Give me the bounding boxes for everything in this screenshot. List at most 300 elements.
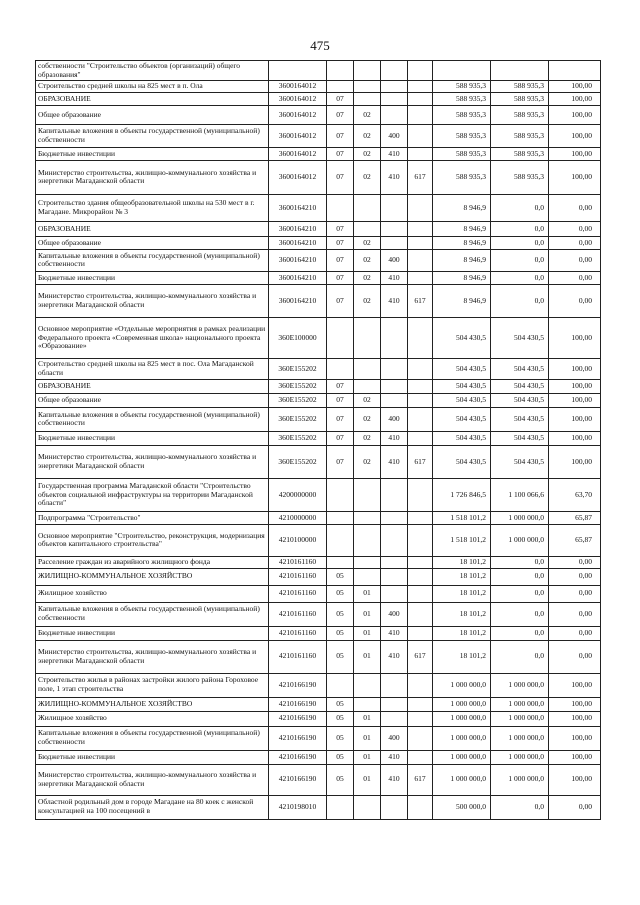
row-executed-cell: 588 935,3 xyxy=(491,124,549,147)
row-expense-type-cell: 400 xyxy=(381,249,408,271)
row-ministry-cell xyxy=(408,236,433,249)
row-total-cell: 1 000 000,0 xyxy=(433,697,491,711)
row-name-cell: Бюджетные инвестиции xyxy=(36,431,269,445)
row-subsection-cell xyxy=(354,358,381,379)
table-row xyxy=(36,160,601,194)
row-percent-cell: 100,00 xyxy=(549,431,601,445)
row-code-cell: 4210166190 xyxy=(269,726,327,750)
row-ministry-cell xyxy=(408,61,433,81)
row-name-cell: собственности "Строительство объектов (организаций) общего образования" xyxy=(36,61,269,81)
row-expense-type-cell xyxy=(381,358,408,379)
row-expense-type-cell xyxy=(381,478,408,511)
row-ministry-cell xyxy=(408,511,433,524)
table-row xyxy=(36,673,601,697)
row-percent-cell: 0,00 xyxy=(549,556,601,568)
row-ministry-cell xyxy=(408,673,433,697)
row-percent-cell: 63,70 xyxy=(549,478,601,511)
row-percent-cell: 100,00 xyxy=(549,124,601,147)
row-ministry-cell xyxy=(408,750,433,764)
row-subsection-cell: 02 xyxy=(354,284,381,317)
row-section-cell: 05 xyxy=(327,626,354,640)
row-section-cell xyxy=(327,673,354,697)
row-executed-cell: 0,0 xyxy=(491,271,549,284)
table-row xyxy=(36,640,601,673)
row-name-cell: Капитальные вложения в объекты государственной (муниципальной) собственности xyxy=(36,407,269,431)
row-subsection-cell: 02 xyxy=(354,393,381,407)
row-ministry-cell xyxy=(408,602,433,626)
row-section-cell: 07 xyxy=(327,379,354,393)
row-total-cell: 504 430,5 xyxy=(433,358,491,379)
row-executed-cell: 504 430,5 xyxy=(491,393,549,407)
row-subsection-cell: 01 xyxy=(354,585,381,602)
row-section-cell xyxy=(327,556,354,568)
row-executed-cell: 0,0 xyxy=(491,249,549,271)
row-expense-type-cell: 410 xyxy=(381,284,408,317)
row-name-cell: Министерство строительства, жилищно-коммунального хозяйства и энергетики Магаданской области xyxy=(36,445,269,478)
row-subsection-cell: 02 xyxy=(354,271,381,284)
row-percent-cell: 100,00 xyxy=(549,673,601,697)
row-total-cell: 18 101,2 xyxy=(433,585,491,602)
row-ministry-cell xyxy=(408,249,433,271)
row-percent-cell: 100,00 xyxy=(549,379,601,393)
row-executed-cell: 1 000 000,0 xyxy=(491,673,549,697)
row-section-cell: 05 xyxy=(327,640,354,673)
row-total-cell: 18 101,2 xyxy=(433,602,491,626)
row-percent-cell: 0,00 xyxy=(549,271,601,284)
row-name-cell: ЖИЛИЩНО-КОММУНАЛЬНОЕ ХОЗЯЙСТВО xyxy=(36,697,269,711)
row-section-cell: 05 xyxy=(327,726,354,750)
row-ministry-cell xyxy=(408,271,433,284)
row-executed-cell: 504 430,5 xyxy=(491,358,549,379)
row-subsection-cell: 01 xyxy=(354,602,381,626)
table-row xyxy=(36,81,601,93)
row-percent-cell: 100,00 xyxy=(549,711,601,726)
budget-table-body xyxy=(36,61,601,820)
row-total-cell: 8 946,9 xyxy=(433,221,491,236)
table-row xyxy=(36,511,601,524)
row-executed-cell: 1 000 000,0 xyxy=(491,764,549,795)
row-section-cell: 05 xyxy=(327,750,354,764)
row-code-cell: 4200000000 xyxy=(269,478,327,511)
row-section-cell: 07 xyxy=(327,407,354,431)
table-row xyxy=(36,726,601,750)
row-code-cell: 360E155202 xyxy=(269,431,327,445)
row-ministry-cell xyxy=(408,431,433,445)
page-number: 475 xyxy=(310,38,330,53)
table-row xyxy=(36,221,601,236)
row-name-cell: Капитальные вложения в объекты государственной (муниципальной) собственности xyxy=(36,124,269,147)
row-total-cell: 1 726 846,5 xyxy=(433,478,491,511)
row-executed-cell: 1 100 066,6 xyxy=(491,478,549,511)
row-code-cell: 3600164210 xyxy=(269,271,327,284)
row-total-cell: 1 518 101,2 xyxy=(433,511,491,524)
table-row xyxy=(36,393,601,407)
row-code-cell: 4210166190 xyxy=(269,673,327,697)
row-section-cell: 07 xyxy=(327,92,354,105)
row-percent-cell: 0,00 xyxy=(549,795,601,819)
row-percent-cell: 100,00 xyxy=(549,750,601,764)
row-section-cell xyxy=(327,511,354,524)
table-row xyxy=(36,795,601,819)
row-ministry-cell xyxy=(408,147,433,160)
row-section-cell xyxy=(327,61,354,81)
row-expense-type-cell xyxy=(381,524,408,556)
row-expense-type-cell: 400 xyxy=(381,124,408,147)
row-percent-cell: 0,00 xyxy=(549,640,601,673)
row-total-cell: 1 000 000,0 xyxy=(433,764,491,795)
row-total-cell: 8 946,9 xyxy=(433,236,491,249)
row-ministry-cell xyxy=(408,697,433,711)
row-executed-cell: 504 430,5 xyxy=(491,407,549,431)
row-name-cell: Министерство строительства, жилищно-коммунального хозяйства и энергетики Магаданской области xyxy=(36,640,269,673)
row-name-cell: Государственная программа Магаданской области "Строительство объектов социальной инфраструктуры на территории Магаданской области" xyxy=(36,478,269,511)
row-name-cell: Строительство жилья в районах застройки жилого района Гороховое поле, 1 этап строительства xyxy=(36,673,269,697)
row-percent-cell: 65,87 xyxy=(549,511,601,524)
row-section-cell: 07 xyxy=(327,160,354,194)
table-row xyxy=(36,445,601,478)
row-section-cell: 07 xyxy=(327,105,354,124)
row-percent-cell: 0,00 xyxy=(549,626,601,640)
row-total-cell: 18 101,2 xyxy=(433,640,491,673)
table-row xyxy=(36,697,601,711)
row-section-cell: 07 xyxy=(327,236,354,249)
row-percent-cell: 100,00 xyxy=(549,160,601,194)
table-row xyxy=(36,585,601,602)
row-ministry-cell: 617 xyxy=(408,160,433,194)
row-percent-cell: 100,00 xyxy=(549,105,601,124)
row-name-cell: ЖИЛИЩНО-КОММУНАЛЬНОЕ ХОЗЯЙСТВО xyxy=(36,568,269,585)
row-name-cell: Капитальные вложения в объекты государственной (муниципальной) собственности xyxy=(36,726,269,750)
row-section-cell: 05 xyxy=(327,697,354,711)
table-row xyxy=(36,524,601,556)
row-executed-cell: 1 000 000,0 xyxy=(491,511,549,524)
row-subsection-cell xyxy=(354,697,381,711)
row-expense-type-cell: 410 xyxy=(381,750,408,764)
row-expense-type-cell xyxy=(381,568,408,585)
table-row xyxy=(36,750,601,764)
row-section-cell: 07 xyxy=(327,431,354,445)
row-subsection-cell: 01 xyxy=(354,640,381,673)
row-code-cell: 4210161160 xyxy=(269,568,327,585)
row-code-cell: 3600164210 xyxy=(269,249,327,271)
row-section-cell xyxy=(327,795,354,819)
row-name-cell: Министерство строительства, жилищно-коммунального хозяйства и энергетики Магаданской области xyxy=(36,764,269,795)
row-executed-cell: 0,0 xyxy=(491,568,549,585)
row-subsection-cell xyxy=(354,61,381,81)
row-subsection-cell xyxy=(354,478,381,511)
table-row xyxy=(36,194,601,221)
row-code-cell: 3600164012 xyxy=(269,81,327,93)
row-name-cell: Общее образование xyxy=(36,393,269,407)
row-ministry-cell xyxy=(408,124,433,147)
row-name-cell: Бюджетные инвестиции xyxy=(36,147,269,160)
row-percent-cell: 100,00 xyxy=(549,407,601,431)
table-row xyxy=(36,407,601,431)
row-expense-type-cell xyxy=(381,92,408,105)
row-total-cell: 504 430,5 xyxy=(433,393,491,407)
table-row xyxy=(36,556,601,568)
table-row xyxy=(36,711,601,726)
row-expense-type-cell: 410 xyxy=(381,431,408,445)
row-subsection-cell: 02 xyxy=(354,445,381,478)
row-name-cell: Жилищное хозяйство xyxy=(36,711,269,726)
table-row xyxy=(36,61,601,81)
row-executed-cell: 0,0 xyxy=(491,640,549,673)
row-name-cell: Строительство здания общеобразовательной школы на 530 мест в г. Магадане. Микрорайон № 3 xyxy=(36,194,269,221)
row-subsection-cell xyxy=(354,92,381,105)
table-row xyxy=(36,626,601,640)
row-executed-cell: 1 000 000,0 xyxy=(491,750,549,764)
row-percent-cell: 0,00 xyxy=(549,221,601,236)
row-ministry-cell xyxy=(408,407,433,431)
row-total-cell: 1 518 101,2 xyxy=(433,524,491,556)
row-section-cell: 05 xyxy=(327,711,354,726)
table-row xyxy=(36,431,601,445)
row-total-cell: 18 101,2 xyxy=(433,556,491,568)
budget-table xyxy=(35,60,601,820)
row-expense-type-cell: 410 xyxy=(381,764,408,795)
row-code-cell: 3600164210 xyxy=(269,221,327,236)
row-subsection-cell xyxy=(354,524,381,556)
row-percent-cell: 65,87 xyxy=(549,524,601,556)
row-section-cell: 07 xyxy=(327,221,354,236)
row-ministry-cell xyxy=(408,81,433,93)
row-executed-cell: 1 000 000,0 xyxy=(491,697,549,711)
row-ministry-cell xyxy=(408,194,433,221)
row-code-cell: 4210166190 xyxy=(269,750,327,764)
row-expense-type-cell xyxy=(381,556,408,568)
row-code-cell: 4210166190 xyxy=(269,764,327,795)
row-code-cell xyxy=(269,61,327,81)
row-executed-cell: 0,0 xyxy=(491,194,549,221)
row-name-cell: Строительство средней школы на 825 мест в п. Ола xyxy=(36,81,269,93)
row-code-cell: 360E155202 xyxy=(269,379,327,393)
row-total-cell xyxy=(433,61,491,81)
row-code-cell: 4210166190 xyxy=(269,697,327,711)
row-subsection-cell xyxy=(354,511,381,524)
row-percent-cell: 100,00 xyxy=(549,92,601,105)
row-expense-type-cell: 410 xyxy=(381,640,408,673)
row-section-cell: 07 xyxy=(327,249,354,271)
row-expense-type-cell xyxy=(381,585,408,602)
row-percent-cell: 0,00 xyxy=(549,585,601,602)
table-row xyxy=(36,568,601,585)
row-subsection-cell: 02 xyxy=(354,124,381,147)
row-code-cell: 4210161160 xyxy=(269,626,327,640)
row-name-cell: Министерство строительства, жилищно-коммунального хозяйства и энергетики Магаданской области xyxy=(36,284,269,317)
row-subsection-cell: 01 xyxy=(354,764,381,795)
row-code-cell: 360E155202 xyxy=(269,407,327,431)
row-expense-type-cell: 410 xyxy=(381,626,408,640)
row-percent-cell: 0,00 xyxy=(549,568,601,585)
row-section-cell xyxy=(327,478,354,511)
row-percent-cell: 100,00 xyxy=(549,393,601,407)
row-expense-type-cell: 410 xyxy=(381,445,408,478)
row-name-cell: Областной родильный дом в городе Магадане на 80 коек с женской консультацией на 100 посещений в xyxy=(36,795,269,819)
row-code-cell: 360E100000 xyxy=(269,317,327,358)
row-ministry-cell xyxy=(408,726,433,750)
row-subsection-cell: 01 xyxy=(354,726,381,750)
row-section-cell: 05 xyxy=(327,568,354,585)
row-section-cell: 05 xyxy=(327,602,354,626)
row-section-cell: 07 xyxy=(327,124,354,147)
table-row xyxy=(36,147,601,160)
row-name-cell: Подпрограмма "Строительство" xyxy=(36,511,269,524)
row-ministry-cell xyxy=(408,221,433,236)
row-total-cell: 588 935,3 xyxy=(433,81,491,93)
row-subsection-cell xyxy=(354,795,381,819)
table-row xyxy=(36,379,601,393)
row-percent-cell: 100,00 xyxy=(549,358,601,379)
row-subsection-cell: 01 xyxy=(354,711,381,726)
row-ministry-cell: 617 xyxy=(408,445,433,478)
row-section-cell xyxy=(327,81,354,93)
row-name-cell: Министерство строительства, жилищно-коммунального хозяйства и энергетики Магаданской области xyxy=(36,160,269,194)
table-row xyxy=(36,317,601,358)
row-subsection-cell xyxy=(354,221,381,236)
table-row xyxy=(36,271,601,284)
row-name-cell: Бюджетные инвестиции xyxy=(36,626,269,640)
row-subsection-cell xyxy=(354,379,381,393)
row-expense-type-cell xyxy=(381,236,408,249)
row-ministry-cell xyxy=(408,585,433,602)
row-executed-cell: 0,0 xyxy=(491,556,549,568)
row-subsection-cell xyxy=(354,317,381,358)
row-subsection-cell: 02 xyxy=(354,160,381,194)
row-percent-cell: 100,00 xyxy=(549,317,601,358)
row-total-cell: 588 935,3 xyxy=(433,92,491,105)
row-executed-cell: 504 430,5 xyxy=(491,379,549,393)
row-ministry-cell: 617 xyxy=(408,284,433,317)
row-code-cell: 4210161160 xyxy=(269,602,327,626)
row-ministry-cell xyxy=(408,568,433,585)
table-row xyxy=(36,92,601,105)
row-percent-cell: 0,00 xyxy=(549,602,601,626)
row-subsection-cell: 02 xyxy=(354,249,381,271)
row-percent-cell: 100,00 xyxy=(549,697,601,711)
row-code-cell: 4210161160 xyxy=(269,585,327,602)
row-executed-cell: 504 430,5 xyxy=(491,445,549,478)
row-ministry-cell xyxy=(408,393,433,407)
row-total-cell: 8 946,9 xyxy=(433,194,491,221)
row-executed-cell: 0,0 xyxy=(491,284,549,317)
row-name-cell: ОБРАЗОВАНИЕ xyxy=(36,221,269,236)
table-row xyxy=(36,249,601,271)
row-subsection-cell xyxy=(354,568,381,585)
row-executed-cell: 1 000 000,0 xyxy=(491,524,549,556)
row-executed-cell: 504 430,5 xyxy=(491,431,549,445)
row-expense-type-cell: 400 xyxy=(381,602,408,626)
row-code-cell: 4210166190 xyxy=(269,711,327,726)
row-name-cell: Расселение граждан из аварийного жилищного фонда xyxy=(36,556,269,568)
row-section-cell: 07 xyxy=(327,393,354,407)
row-expense-type-cell xyxy=(381,81,408,93)
row-executed-cell: 1 000 000,0 xyxy=(491,726,549,750)
row-section-cell: 07 xyxy=(327,284,354,317)
row-total-cell: 588 935,3 xyxy=(433,124,491,147)
row-code-cell: 3600164012 xyxy=(269,147,327,160)
row-code-cell: 360E155202 xyxy=(269,393,327,407)
row-code-cell: 3600164210 xyxy=(269,194,327,221)
row-section-cell: 05 xyxy=(327,764,354,795)
row-executed-cell: 1 000 000,0 xyxy=(491,711,549,726)
row-ministry-cell xyxy=(408,524,433,556)
row-expense-type-cell xyxy=(381,317,408,358)
row-expense-type-cell xyxy=(381,697,408,711)
table-row xyxy=(36,236,601,249)
row-total-cell: 1 000 000,0 xyxy=(433,673,491,697)
row-code-cell: 3600164012 xyxy=(269,124,327,147)
row-expense-type-cell xyxy=(381,221,408,236)
row-ministry-cell xyxy=(408,105,433,124)
row-percent-cell: 100,00 xyxy=(549,147,601,160)
row-code-cell: 3600164210 xyxy=(269,284,327,317)
row-ministry-cell xyxy=(408,92,433,105)
row-total-cell: 8 946,9 xyxy=(433,249,491,271)
row-ministry-cell xyxy=(408,478,433,511)
row-total-cell: 1 000 000,0 xyxy=(433,750,491,764)
row-percent-cell: 0,00 xyxy=(549,236,601,249)
row-expense-type-cell: 410 xyxy=(381,147,408,160)
row-expense-type-cell xyxy=(381,795,408,819)
row-ministry-cell: 617 xyxy=(408,764,433,795)
row-executed-cell: 588 935,3 xyxy=(491,105,549,124)
row-section-cell: 05 xyxy=(327,585,354,602)
row-subsection-cell: 02 xyxy=(354,236,381,249)
row-executed-cell: 0,0 xyxy=(491,585,549,602)
row-expense-type-cell: 410 xyxy=(381,271,408,284)
row-subsection-cell xyxy=(354,81,381,93)
row-subsection-cell: 02 xyxy=(354,431,381,445)
row-executed-cell xyxy=(491,61,549,81)
row-percent-cell: 100,00 xyxy=(549,764,601,795)
row-total-cell: 8 946,9 xyxy=(433,271,491,284)
row-percent-cell: 100,00 xyxy=(549,726,601,750)
row-ministry-cell xyxy=(408,626,433,640)
row-section-cell: 07 xyxy=(327,147,354,160)
row-total-cell: 504 430,5 xyxy=(433,379,491,393)
row-total-cell: 1 000 000,0 xyxy=(433,711,491,726)
row-total-cell: 504 430,5 xyxy=(433,317,491,358)
row-subsection-cell: 01 xyxy=(354,750,381,764)
table-row xyxy=(36,124,601,147)
row-total-cell: 588 935,3 xyxy=(433,147,491,160)
table-row xyxy=(36,358,601,379)
row-section-cell xyxy=(327,194,354,221)
row-percent-cell: 0,00 xyxy=(549,194,601,221)
row-total-cell: 504 430,5 xyxy=(433,431,491,445)
row-section-cell: 07 xyxy=(327,271,354,284)
row-code-cell: 4210000000 xyxy=(269,511,327,524)
row-ministry-cell xyxy=(408,711,433,726)
row-expense-type-cell xyxy=(381,379,408,393)
row-executed-cell: 0,0 xyxy=(491,795,549,819)
row-name-cell: Общее образование xyxy=(36,236,269,249)
row-percent-cell: 0,00 xyxy=(549,249,601,271)
row-code-cell: 4210100000 xyxy=(269,524,327,556)
row-percent-cell: 0,00 xyxy=(549,284,601,317)
row-percent-cell: 100,00 xyxy=(549,445,601,478)
row-expense-type-cell xyxy=(381,511,408,524)
row-total-cell: 500 000,0 xyxy=(433,795,491,819)
row-subsection-cell xyxy=(354,673,381,697)
row-code-cell: 360E155202 xyxy=(269,445,327,478)
row-name-cell: Капитальные вложения в объекты государственной (муниципальной) собственности xyxy=(36,249,269,271)
row-executed-cell: 0,0 xyxy=(491,236,549,249)
row-total-cell: 8 946,9 xyxy=(433,284,491,317)
row-name-cell: Бюджетные инвестиции xyxy=(36,750,269,764)
row-name-cell: Жилищное хозяйство xyxy=(36,585,269,602)
